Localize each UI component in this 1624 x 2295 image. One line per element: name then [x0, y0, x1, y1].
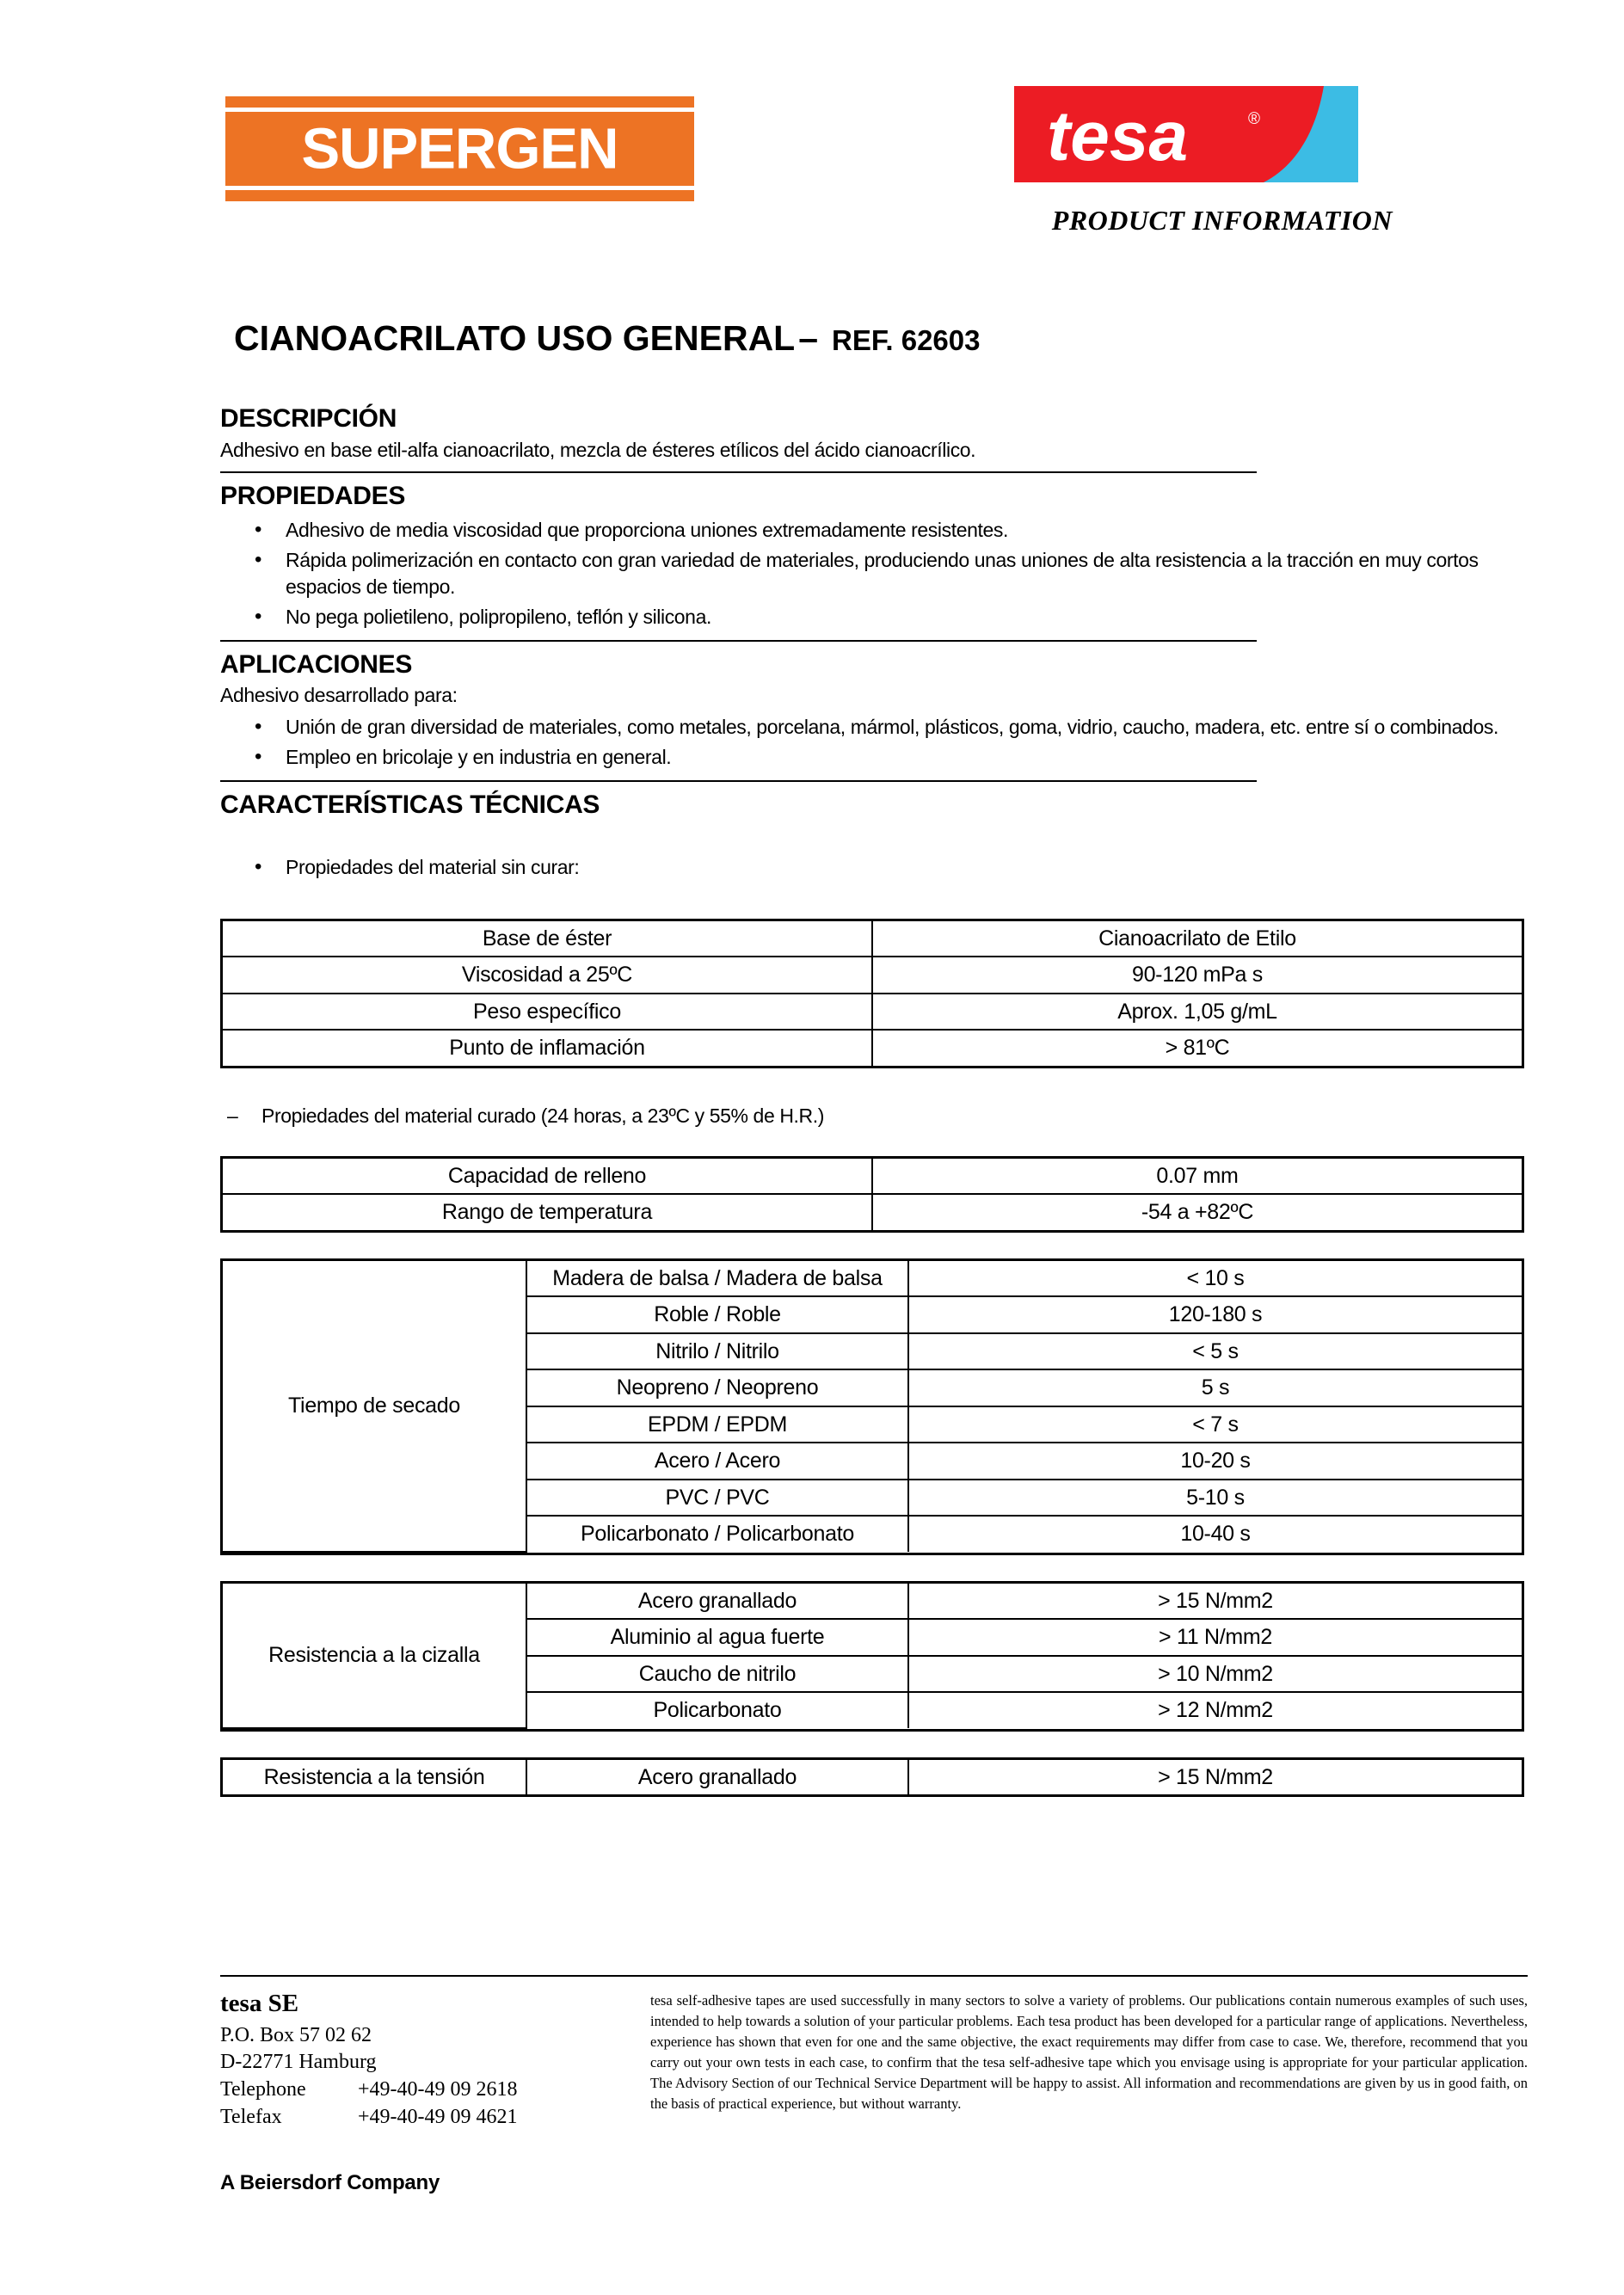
table-cell-property: Base de éster: [223, 921, 872, 957]
table-cell-value: > 12 N/mm2: [908, 1692, 1522, 1728]
table-cell-material: Neopreno / Neopreno: [526, 1369, 908, 1406]
supergen-logo: [225, 96, 694, 201]
table-cell-material: Policarbonato: [526, 1692, 908, 1728]
supergen-logo-stripe-top: [225, 108, 694, 112]
table-cell-material: Acero granallado: [526, 1584, 908, 1620]
footer-disclaimer: tesa self-adhesive tapes are used successfully in many sectors to solve a variety of problems. Our publications contain numerous examples of such uses, intended to help towards a solution of your particular problems. Each tesa product has been developed for a particular range of applications. Nevertheless, experience has shown that even for one and the same objective, the exact requirements may differ from case to case. We, therefore, recommend that you carry out your own tests in each case, to confirm that the tesa self-adhesive tape which you envisage using is appropriate for your particular application. The Advisory Section of our Technical Service Department will be happy to assist. All information and recommendations are given by us in good faith, on the basis of practical experience, but without warranty.: [650, 1992, 1528, 2112]
table-cell-material: Caucho de nitrilo: [526, 1656, 908, 1693]
table-cell-property: Rango de temperatura: [223, 1194, 872, 1230]
table-cell-material: Acero granallado: [526, 1760, 908, 1795]
table-cured-properties: [220, 1156, 1524, 1233]
page-title: [234, 318, 980, 359]
table-uncured-properties: [220, 919, 1524, 1068]
footer-company-name: tesa SE: [220, 1990, 299, 2017]
heading-aplicaciones: APLICACIONES: [220, 649, 413, 679]
table-tensile-strength: [220, 1757, 1524, 1798]
table-cell-property: Peso específico: [223, 994, 872, 1031]
table-cell-value: 0.07 mm: [872, 1159, 1522, 1195]
footer-divider: [220, 1975, 1528, 1977]
table-cell-value: < 7 s: [908, 1406, 1522, 1443]
page-title-reference: REF. 62603: [832, 324, 981, 356]
table-cell-material: Madera de balsa / Madera de balsa: [526, 1261, 908, 1297]
list-item: • Rápida polimerización en contacto con gran variedad de materiales, produciendo unas uniones de alta resistencia a la tracción en muy cortos espacios de tiempo.: [220, 547, 1528, 601]
footer-telephone-label: Telephone: [220, 2078, 306, 2101]
table-cell-value: 5-10 s: [908, 1480, 1522, 1517]
table-cell-property: Capacidad de relleno: [223, 1159, 872, 1195]
list-item: • No pega polietileno, polipropileno, teflón y silicona.: [220, 604, 1528, 631]
table-cell-value: < 10 s: [908, 1261, 1522, 1297]
heading-caracteristicas-tecnicas: CARACTERÍSTICAS TÉCNICAS: [220, 790, 600, 819]
table-cell-value: 120-180 s: [908, 1296, 1522, 1333]
list-item: – Propiedades del material curado (24 horas, a 23ºC y 55% de H.R.): [220, 1103, 1528, 1130]
list-item: • Unión de gran diversidad de materiales, como metales, porcelana, mármol, plásticos, goma, vidrio, caucho, madera, etc. entre sí o combinados.: [220, 714, 1528, 741]
aplicaciones-bullet-list: [220, 714, 1528, 771]
footer-telephone-row: [220, 2077, 650, 2104]
table-cell-material: PVC / PVC: [526, 1480, 908, 1517]
table-cell-value: > 15 N/mm2: [908, 1760, 1522, 1795]
supergen-logo-text: SUPERGEN: [301, 116, 618, 182]
product-information-heading: PRODUCT INFORMATION: [1051, 205, 1393, 236]
divider-after-propiedades: [220, 640, 1257, 642]
table-row: [223, 994, 1522, 1031]
table-cell-value: 90-120 mPa s: [872, 957, 1522, 994]
table-cell-material: Policarbonato / Policarbonato: [526, 1516, 908, 1552]
table-cell-value: 10-40 s: [908, 1516, 1522, 1552]
table-shear-strength: [220, 1581, 1524, 1732]
table-row: [223, 1194, 1522, 1230]
page-title-main: CIANOACRILATO USO GENERAL: [234, 318, 796, 358]
table-cell-value: < 5 s: [908, 1333, 1522, 1370]
table-cell-value: -54 a +82ºC: [872, 1194, 1522, 1230]
table-cell-value: > 81ºC: [872, 1030, 1522, 1066]
table-cell-property: Viscosidad a 25ºC: [223, 957, 872, 994]
table-row: [223, 921, 1522, 957]
document-footer: [220, 1975, 1528, 2197]
page-title-dash: –: [798, 318, 819, 358]
list-item: • Propiedades del material sin curar:: [220, 854, 1528, 882]
table-cell-value: > 10 N/mm2: [908, 1656, 1522, 1693]
table-cell-material: EPDM / EPDM: [526, 1406, 908, 1443]
table-cell-value: > 11 N/mm2: [908, 1619, 1522, 1656]
table-cell-value: 10-20 s: [908, 1443, 1522, 1480]
table-cell-value: 5 s: [908, 1369, 1522, 1406]
supergen-logo-stripe-bottom: [225, 186, 694, 190]
footer-company-block: [220, 1987, 650, 2197]
divider-after-descripcion: [220, 471, 1257, 473]
footer-telefax-label: Telefax: [220, 2106, 282, 2129]
table-cell-group-label: Resistencia a la tensión: [223, 1760, 526, 1795]
cured-properties-label-list: [220, 1103, 1528, 1130]
document-header: [0, 0, 1624, 258]
footer-po-box: P.O. Box 57 02 62: [220, 2023, 372, 2046]
footer-city: D-22771 Hamburg: [220, 2051, 377, 2074]
descripcion-text: Adhesivo en base etil-alfa cianoacrilato, mezcla de ésteres etílicos del ácido cianoacrílico.: [220, 438, 976, 461]
table-row: [223, 1760, 1522, 1795]
footer-telefax-row: [220, 2104, 650, 2132]
table-cell-value: Aprox. 1,05 g/mL: [872, 994, 1522, 1031]
svg-text:®: ®: [1248, 110, 1260, 128]
table-cell-material: Acero / Acero: [526, 1443, 908, 1480]
table-row: [223, 1159, 1522, 1195]
table-row: [223, 1261, 1522, 1297]
divider-after-aplicaciones: [220, 780, 1257, 782]
footer-telefax-value: +49-40-49 09 4621: [358, 2106, 518, 2129]
table-row: [223, 957, 1522, 994]
footer-telephone-value: +49-40-49 09 2618: [358, 2078, 518, 2101]
list-item: • Empleo en bricolaje y en industria en general.: [220, 744, 1528, 772]
table-drying-time: [220, 1258, 1524, 1555]
tesa-logo: [1014, 86, 1358, 182]
table-cell-group-label: Resistencia a la cizalla: [223, 1584, 526, 1728]
table-cell-material: Aluminio al agua fuerte: [526, 1619, 908, 1656]
aplicaciones-intro: Adhesivo desarrollado para:: [220, 684, 458, 707]
document-body: [220, 404, 1528, 1797]
table-cell-property: Punto de inflamación: [223, 1030, 872, 1066]
table-row: [223, 1584, 1522, 1620]
list-item: • Adhesivo de media viscosidad que proporciona uniones extremadamente resistentes.: [220, 517, 1528, 545]
svg-text:tesa: tesa: [1047, 97, 1189, 175]
table-row: [223, 1030, 1522, 1066]
footer-beiersdorf-tagline: A Beiersdorf Company: [220, 2171, 440, 2195]
table-cell-value: > 15 N/mm2: [908, 1584, 1522, 1620]
table-cell-group-label: Tiempo de secado: [223, 1261, 526, 1552]
table-cell-value: Cianoacrilato de Etilo: [872, 921, 1522, 957]
heading-descripcion: DESCRIPCIÓN: [220, 404, 397, 433]
heading-propiedades: PROPIEDADES: [220, 482, 406, 511]
table-cell-material: Roble / Roble: [526, 1296, 908, 1333]
table-cell-material: Nitrilo / Nitrilo: [526, 1333, 908, 1370]
uncured-properties-label-list: [220, 854, 1528, 882]
propiedades-bullet-list: [220, 517, 1528, 631]
